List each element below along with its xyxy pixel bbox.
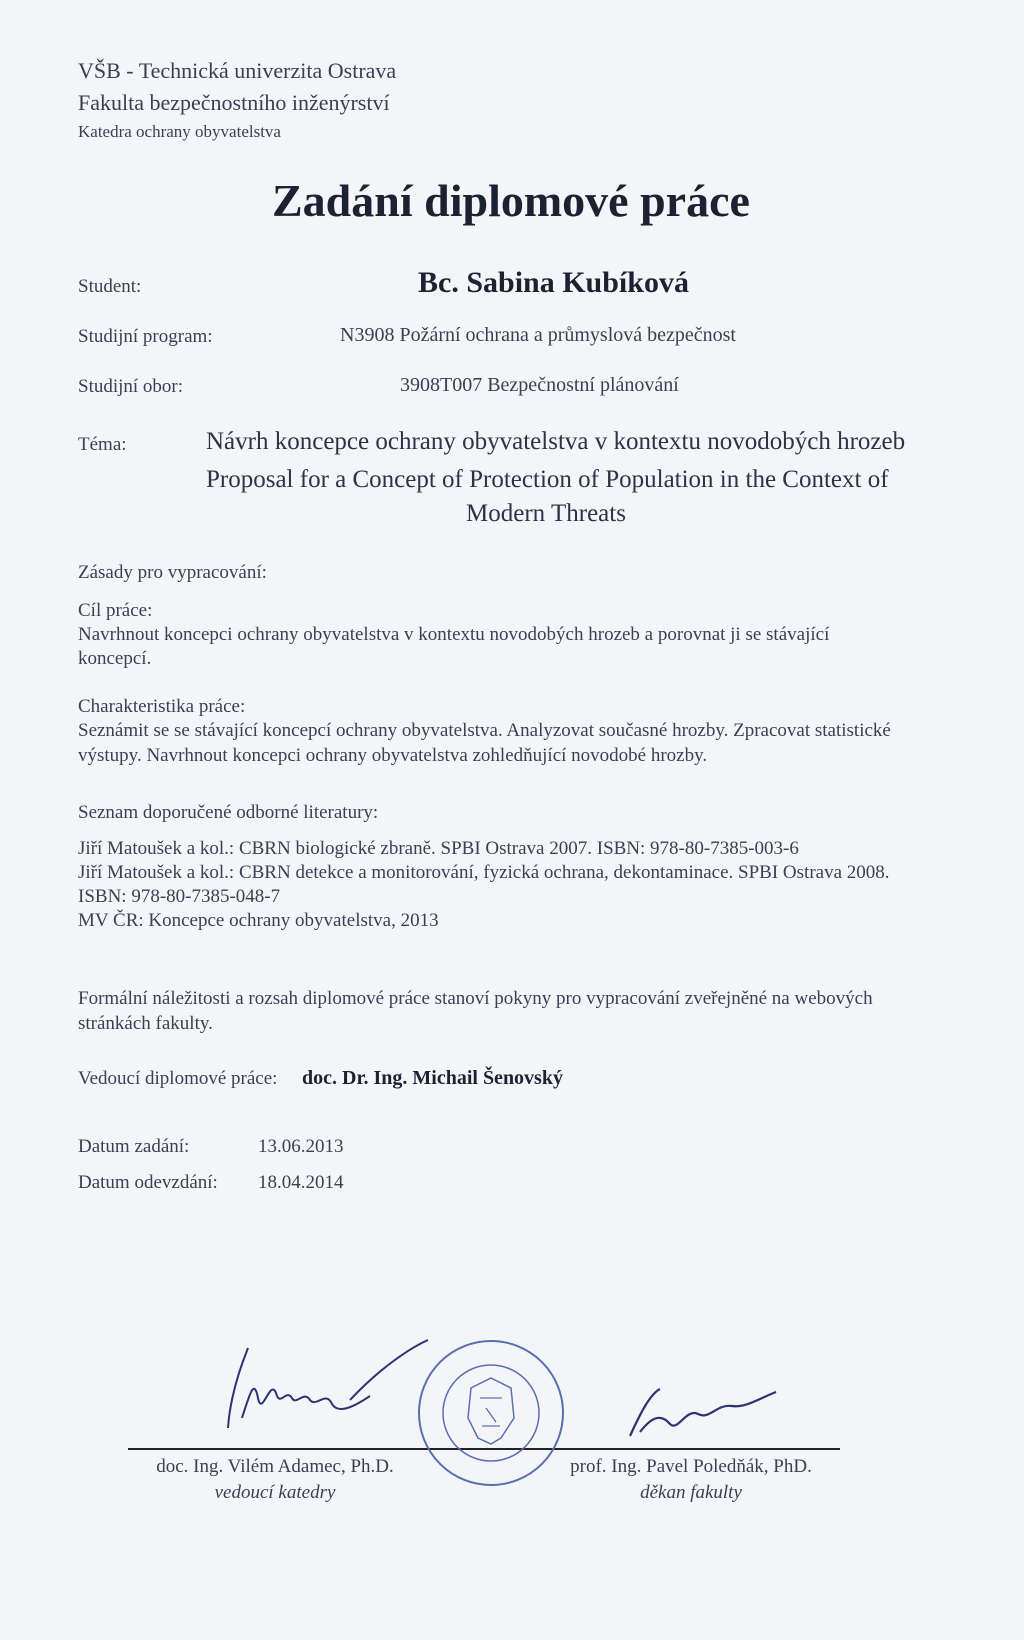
field-label: Studijní obor: [78,376,184,397]
goal-heading: Cíl práce: [78,600,153,621]
topic-label: Téma: [78,434,127,455]
topic-english-line-2: Modern Threats [466,500,626,527]
date-assigned-value: 13.06.2013 [258,1136,344,1157]
date-assigned-label: Datum zadání: [78,1136,190,1157]
right-signatory-role: děkan fakulty [640,1482,742,1503]
literature-heading: Seznam doporučené odborné literatury: [78,802,379,823]
goal-text-line-1: Navrhnout koncepci ochrany obyvatelstva v kontextu novodobých hrozeb a porovnat ji se stávající [78,624,830,645]
principles-heading: Zásady pro vypracování: [78,562,267,583]
characteristics-heading: Charakteristika práce: [78,696,246,717]
formal-requirements-line-2: stránkách fakulty. [78,1013,213,1034]
supervisor-label: Vedoucí diplomové práce: [78,1068,278,1089]
literature-item: MV ČR: Koncepce ochrany obyvatelstva, 2013 [78,910,439,931]
characteristics-line-2: výstupy. Navrhnout koncepci ochrany obyvatelstva zohledňující novodobé hrozby. [78,745,708,766]
field-value: 3908T007 Bezpečnostní plánování [400,374,679,396]
university-name: VŠB - Technická univerzita Ostrava [78,58,397,83]
university-stamp-icon [416,1338,566,1488]
program-label: Studijní program: [78,326,213,347]
characteristics-line-1: Seznámit se se stávající koncepcí ochrany obyvatelstva. Analyzovat současné hrozby. Zpracovat statistické [78,720,891,741]
goal-text-line-2: koncepcí. [78,648,152,669]
formal-requirements-line-1: Formální náležitosti a rozsah diplomové práce stanoví pokyny pro vypracování zveřejněné na webových [78,988,873,1009]
signature-left [200,1338,440,1448]
literature-item: Jiří Matoušek a kol.: CBRN biologické zbraně. SPBI Ostrava 2007. ISBN: 978-80-7385-003-6 [78,838,799,859]
left-signatory-name: doc. Ing. Vilém Adamec, Ph.D. [156,1456,394,1477]
department-name: Katedra ochrany obyvatelstva [78,122,281,141]
faculty-name: Fakulta bezpečnostního inženýrství [78,90,390,115]
program-value: N3908 Požární ochrana a průmyslová bezpečnost [340,324,736,346]
literature-item: ISBN: 978-80-7385-048-7 [78,886,281,907]
date-due-label: Datum odevzdání: [78,1172,218,1193]
document-title: Zadání diplomové práce [272,175,750,226]
student-label: Student: [78,276,142,297]
topic-czech: Návrh koncepce ochrany obyvatelstva v kontextu novodobých hrozeb [206,428,906,455]
date-due-value: 18.04.2014 [258,1172,344,1193]
signature-right [620,1384,780,1444]
student-name: Bc. Sabina Kubíková [418,266,689,299]
literature-item: Jiří Matoušek a kol.: CBRN detekce a monitorování, fyzická ochrana, dekontaminace. SPBI Ostrava 2008. [78,862,890,883]
supervisor-name: doc. Dr. Ing. Michail Šenovský [302,1067,563,1089]
left-signatory-role: vedoucí katedry [214,1482,336,1503]
topic-english-line-1: Proposal for a Concept of Protection of Population in the Context of [206,466,889,493]
right-signatory-name: prof. Ing. Pavel Poledňák, PhD. [570,1456,812,1477]
